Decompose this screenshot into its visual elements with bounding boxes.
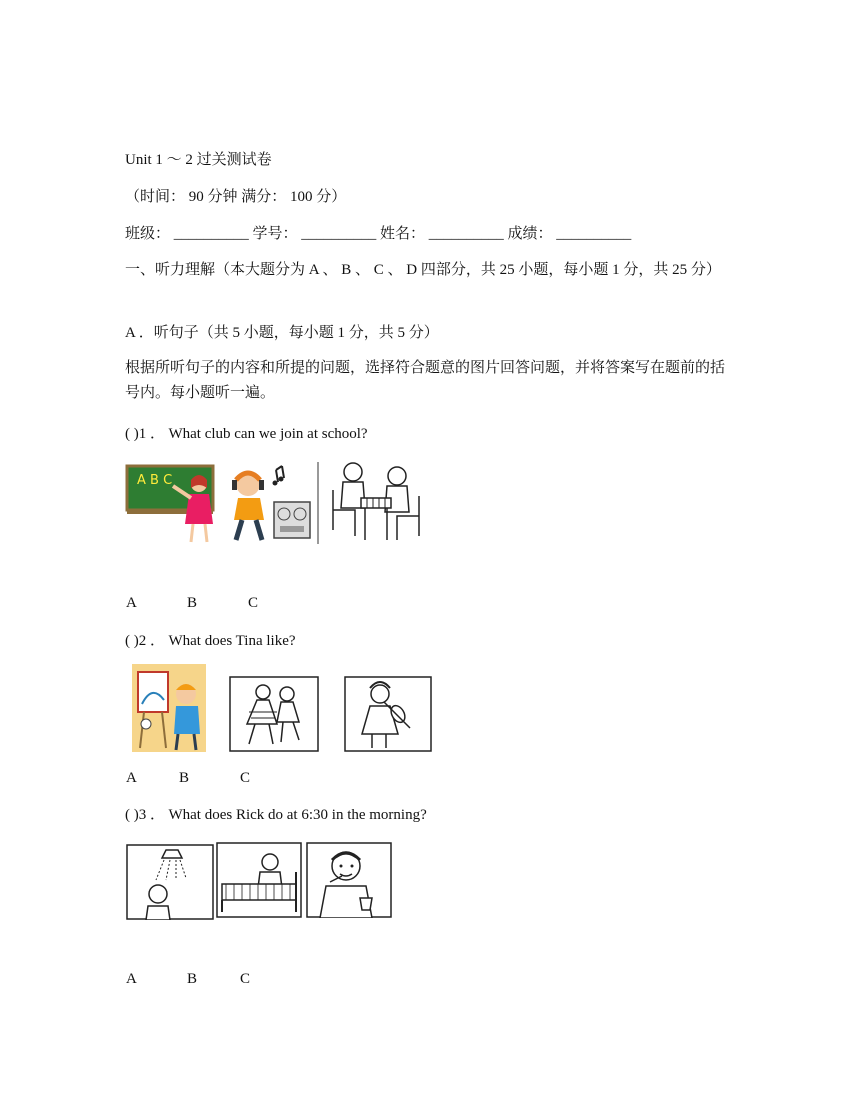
- music-listening-image: [220, 462, 320, 544]
- option-c[interactable]: C: [248, 595, 259, 611]
- instruction-text: 根据所听句子的内容和所提的问题，选择符合题意的图片回答问题，并将答案写在题前的括号内。每小题听一遍。: [125, 360, 726, 401]
- section-heading: 一、听力理解（本大题分为 A 、 B 、 C 、 D 四部分，共 25 小题，每小题 1 分，共 25 分）: [125, 262, 721, 278]
- option-c[interactable]: C: [240, 770, 251, 786]
- shower-image: [126, 844, 214, 920]
- question-1: ( )1 ． What club can we join at school?: [125, 426, 368, 442]
- option-b[interactable]: B: [187, 595, 198, 611]
- option-c[interactable]: C: [240, 971, 251, 987]
- bed-image: [216, 842, 302, 918]
- option-a[interactable]: A: [126, 770, 137, 786]
- eating-image: [306, 842, 392, 918]
- violin-playing-image: [344, 676, 432, 752]
- option-b[interactable]: B: [187, 971, 198, 987]
- dancing-image: [229, 676, 319, 752]
- page-title: Unit 1 ～ 2 过关测试卷: [125, 152, 272, 168]
- teacher-blackboard-image: [125, 462, 217, 544]
- part-a-heading: A ．听句子（共 5 小题，每小题 1 分，共 5 分）: [125, 325, 439, 341]
- option-a[interactable]: A: [126, 971, 137, 987]
- exam-meta: （时间： 90 分钟 满分： 100 分）: [125, 189, 347, 205]
- student-info-line: 班级： __________ 学号： __________ 姓名： __________ 成绩： __________: [125, 226, 632, 242]
- chess-playing-image: [325, 460, 425, 546]
- question-3: ( )3 ． What does Rick do at 6:30 in the morning?: [125, 807, 427, 823]
- option-b[interactable]: B: [179, 770, 190, 786]
- question-2: ( )2 ． What does Tina like?: [125, 633, 296, 649]
- option-a[interactable]: A: [126, 595, 137, 611]
- blackboard-letters: A B C: [137, 473, 173, 488]
- painting-image: [132, 664, 206, 752]
